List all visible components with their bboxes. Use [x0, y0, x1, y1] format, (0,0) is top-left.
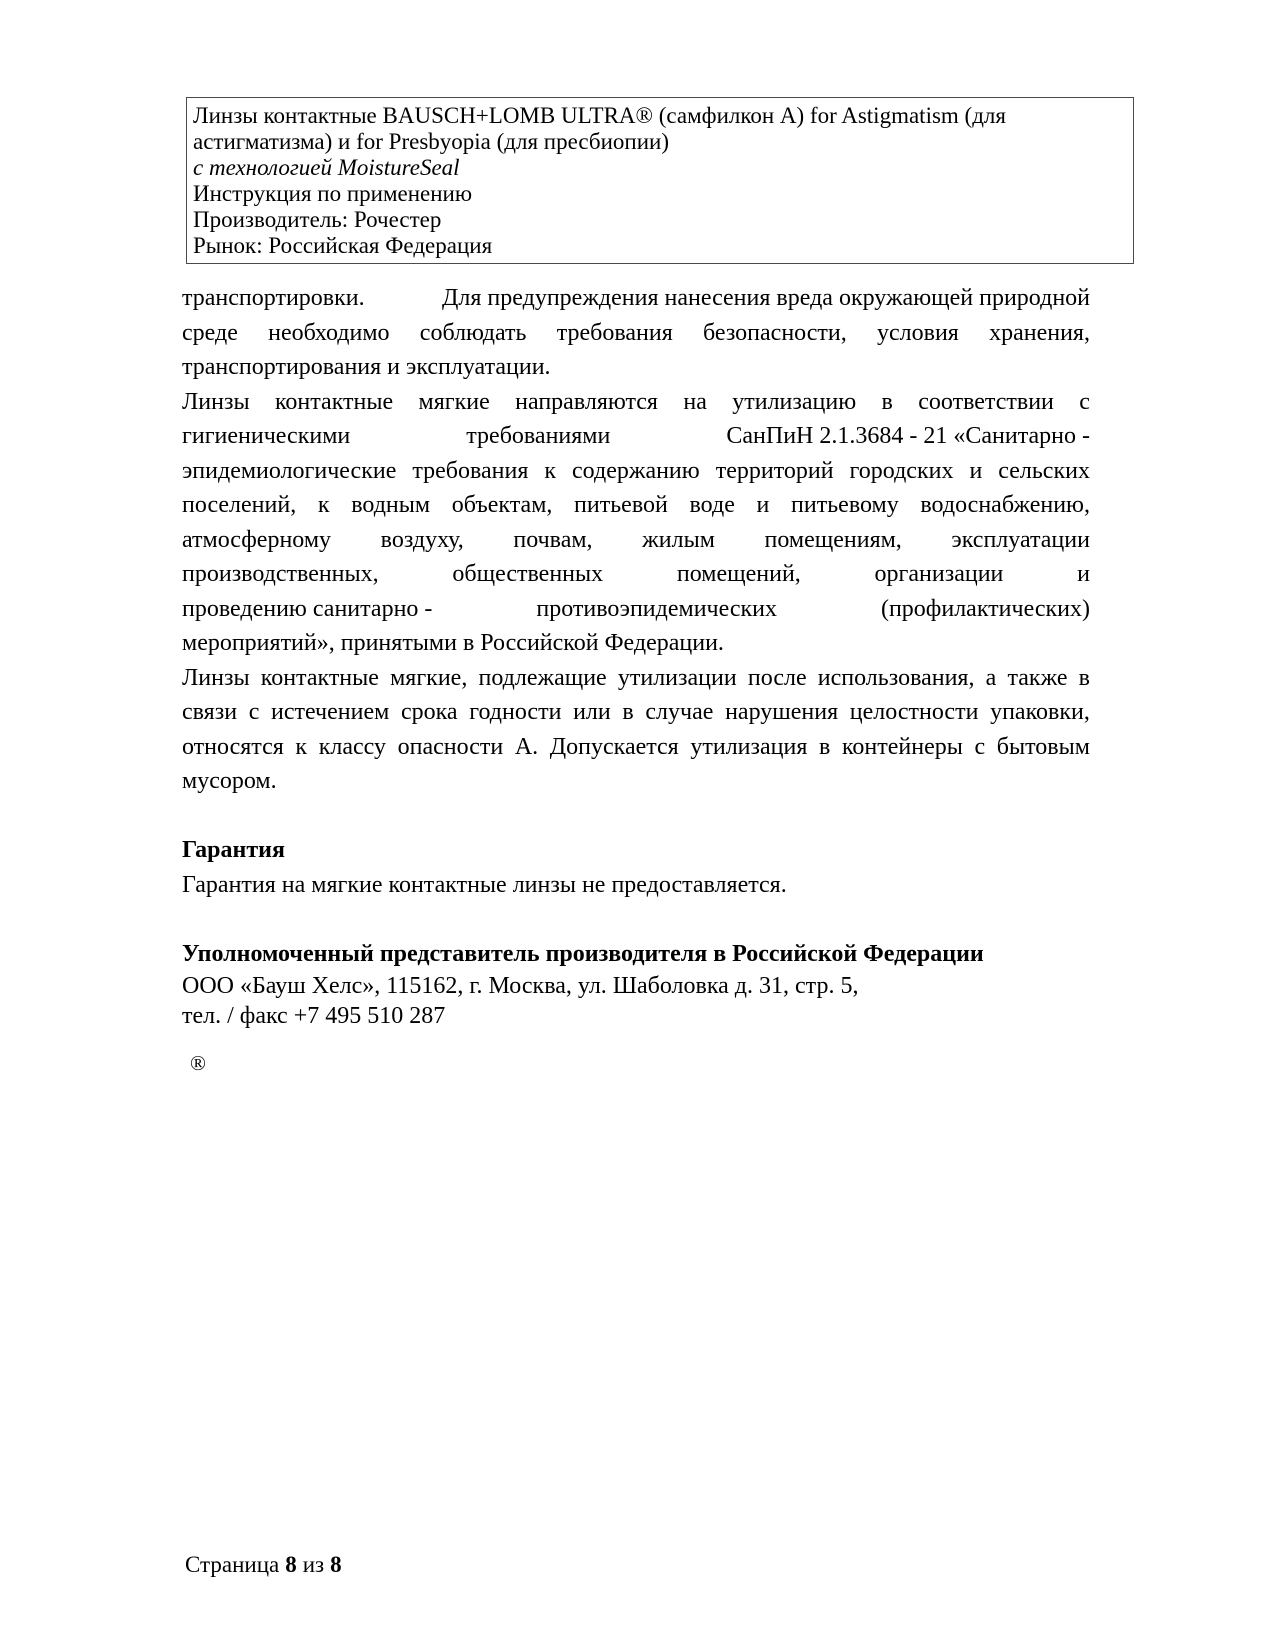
market-label: Рынок: Российская Федерация [193, 233, 493, 258]
text-line: проведению санитарно - противоэпидемических (профилактических) [182, 595, 1090, 622]
footer-separator: из [302, 1552, 325, 1577]
representative-heading: Уполномоченный представитель производителя в Российской Федерации [182, 940, 984, 967]
paragraph-hazard-class [182, 661, 1090, 799]
text-line: мусором. [182, 768, 277, 794]
product-header-box [186, 97, 1134, 264]
page-total: 8 [330, 1552, 342, 1577]
text-line: среде необходимо соблюдать требования безопасности, условия хранения, [182, 319, 1090, 346]
paragraph-utilization-sanpin [182, 385, 1090, 661]
text-line: транспортировки. Для предупреждения нанесения вреда окружающей природной [182, 285, 1090, 311]
product-title-line-2: астигматизма) и for Presbyopia (для пресбиопии) [193, 129, 669, 154]
text-line: транспортирования и эксплуатации. [182, 354, 551, 380]
text-line: поселений, к водным объектам, питьевой воде и питьевому водоснабжению, [182, 492, 1090, 518]
registered-trademark-symbol: ® [190, 1051, 206, 1075]
footer-label: Страница [185, 1552, 280, 1577]
product-title-line-1: Линзы контактные BAUSCH+LOMB ULTRA® (самфилкон А) for Astigmatism (для [193, 103, 1006, 128]
paragraph-transport [182, 281, 1090, 385]
representative-address: ООО «Бауш Хелс», 115162, г. Москва, ул. Шаболовка д. 31, стр. 5, [182, 973, 859, 999]
instruction-label: Инструкция по применению [193, 181, 473, 206]
text-line: гигиеническими требованиями СанПиН 2.1.3684 - 21 «Санитарно - [182, 423, 1090, 449]
text-line: производственных, общественных помещений, организации и [182, 561, 1090, 587]
document-body [182, 281, 1090, 1031]
text-line: связи с истечением срока годности или в случае нарушения целостности упаковки, [182, 699, 1090, 725]
page-number: 8 [285, 1552, 297, 1577]
warranty-text: Гарантия на мягкие контактные линзы не предоставляется. [182, 871, 787, 898]
text-line: Линзы контактные мягкие, подлежащие утилизации после использования, а также в [182, 664, 1090, 691]
technology-note: с технологией MoistureSeal [193, 155, 460, 180]
blank-line [182, 799, 1090, 834]
manufacturer-label: Производитель: Рочестер [193, 207, 442, 232]
text-line: эпидемиологические требования к содержанию территорий городских и сельских [182, 457, 1090, 484]
representative-phone: тел. / факс +7 495 510 287 [182, 1003, 446, 1029]
text-line: атмосферному воздуху, почвам, жилым помещениям, эксплуатации [182, 526, 1090, 553]
text-line: Линзы контактные мягкие направляются на утилизацию в соответствии с [182, 388, 1090, 415]
warranty-heading: Гарантия [182, 837, 285, 863]
text-line: мероприятий», принятыми в Российской Федерации. [182, 630, 724, 656]
page-footer [185, 1550, 342, 1580]
text-line: относятся к классу опасности А. Допускается утилизация в контейнеры с бытовым [182, 733, 1090, 760]
blank-line [182, 902, 1090, 937]
